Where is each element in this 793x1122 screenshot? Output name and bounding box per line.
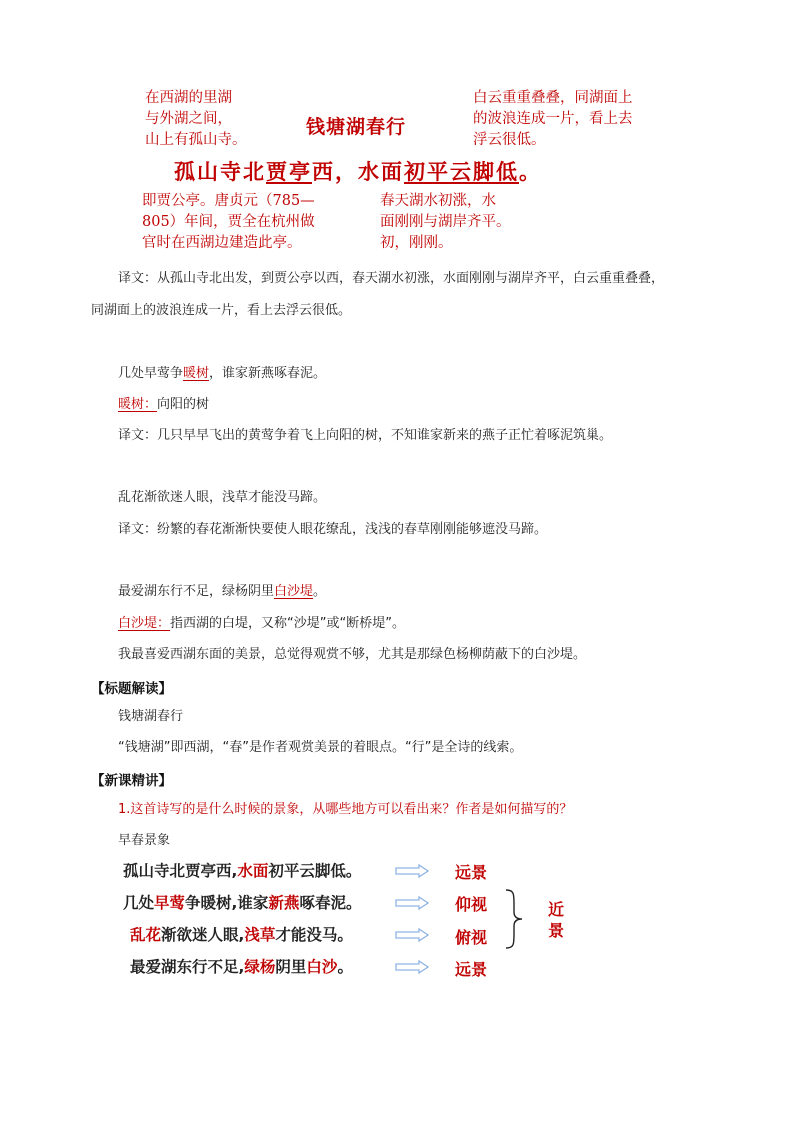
note-clouds: 白云重重叠叠，同湖面上 的波浪连成一片，看上去 浮云很低。 <box>473 90 633 148</box>
row2-r1: 早莺 <box>154 894 186 912</box>
poem-line-2 <box>118 364 326 384</box>
translation-1-line-a: 译文：从孤山寺北出发，到贾公亭以西，春天湖水初涨，水面刚刚与湖岸齐平，白云重重叠叠， <box>118 271 665 286</box>
title-interpretation-line-2: “钱塘湖”即西湖，“春”是作者观赏美景的着眼点。“行”是全诗的线索。 <box>118 740 523 755</box>
poem-line-4 <box>118 582 326 602</box>
verse-seg-chuping: 初平 <box>404 160 450 184</box>
row2-p2: 争暖树,谁家 <box>185 894 269 912</box>
line2-nuanshu: 暖树 <box>183 366 210 381</box>
row4-p1: 最爱湖东行不足, <box>130 958 245 976</box>
analysis-row-1 <box>123 859 361 881</box>
verse-seg-jiating: 贾亭 <box>266 160 312 184</box>
translation-1-line-b: 同湖面上的波浪连成一片，看上去浮云很低。 <box>91 303 352 318</box>
label-close-view-2: 景 <box>548 921 565 940</box>
line2-seg-c: ，谁家新燕啄春泥。 <box>209 366 327 381</box>
verse-seg-3: 西， <box>312 160 358 184</box>
row1-p1: 孤山寺北贾亭西, <box>123 862 238 880</box>
arrow-right-icon <box>395 960 429 974</box>
gloss4-term: 白沙堤： <box>118 616 171 631</box>
analysis-row-2 <box>123 891 361 913</box>
verse-first-line <box>174 156 542 186</box>
gloss-nuanshu <box>118 395 209 415</box>
analysis-row-3 <box>130 923 353 945</box>
row4-p2: 阴里 <box>275 958 307 976</box>
section-title-interpretation: 【标题解读】 <box>91 681 172 697</box>
analysis-row-4 <box>130 955 353 977</box>
section-title-lesson: 【新课精讲】 <box>91 773 172 789</box>
arrow-right-icon <box>395 864 429 878</box>
row2-r2: 新燕 <box>268 894 300 912</box>
label-row-2: 仰视 <box>455 895 488 914</box>
row3-r2: 浅草 <box>244 926 276 944</box>
row4-r2: 白沙 <box>306 958 338 976</box>
gloss-baishadi <box>118 614 405 634</box>
poem-line-3: 乱花渐欲迷人眼，浅草才能没马蹄。 <box>118 490 327 505</box>
poem-title: 钱塘湖春行 <box>306 116 407 138</box>
question-1: 1.这首诗写的是什么时候的景象，从哪些地方可以看出来？作者是如何描写的？ <box>118 802 573 817</box>
answer-early-spring: 早春景象 <box>118 833 171 848</box>
verse-seg-shuimian: 水面 <box>358 160 404 184</box>
title-interpretation-line-1: 钱塘湖春行 <box>118 709 184 724</box>
verse-seg-yunjiaodi: 云脚低 <box>450 160 519 184</box>
line4-seg-a: 最爱湖东行不足，绿杨阴里 <box>118 584 275 599</box>
verse-seg-7: 。 <box>519 160 542 184</box>
arrow-right-icon <box>395 928 429 942</box>
label-row-4: 远景 <box>455 960 488 979</box>
label-row-3: 俯视 <box>455 928 488 947</box>
line4-seg-c: 。 <box>313 584 327 599</box>
line4-baishadi: 白沙堤 <box>274 584 314 599</box>
row3-p2: 渐欲迷人眼, <box>161 926 245 944</box>
row3-p3: 才能没马。 <box>275 926 353 944</box>
translation-2: 译文：几只早早飞出的黄莺争着飞上向阳的树，不知谁家新来的燕子正忙着啄泥筑巢。 <box>118 428 613 443</box>
translation-4: 我最喜爱西湖东面的美景，总觉得观赏不够，尤其是那绿色杨柳荫蔽下的白沙堤。 <box>118 647 587 662</box>
row1-p2: 初平云脚低。 <box>268 862 362 880</box>
translation-3: 译文：纷繁的春花渐渐快要使人眼花缭乱，浅浅的春草刚刚能够遮没马蹄。 <box>118 522 548 537</box>
label-row-1: 远景 <box>455 863 488 882</box>
gloss4-def: 指西湖的白堤，又称“沙堤”或“断桥堤”。 <box>170 616 405 631</box>
note-gushan-temple: 在西湖的里湖 与外湖之间， 山上有孤山寺。 <box>145 90 247 148</box>
row4-r1: 绿杨 <box>244 958 276 976</box>
arrow-right-icon <box>395 896 429 910</box>
line2-seg-a: 几处早莺争 <box>118 366 184 381</box>
gloss2-term: 暖树： <box>118 397 158 412</box>
label-close-view-1: 近 <box>548 900 565 919</box>
row2-p1: 几处 <box>123 894 155 912</box>
row3-r1: 乱花 <box>130 926 162 944</box>
brace-icon <box>503 888 525 950</box>
gloss2-def: 向阳的树 <box>157 397 210 412</box>
row1-r1: 水面 <box>237 862 269 880</box>
verse-seg-1: 孤山寺北 <box>174 160 266 184</box>
row4-p3: 。 <box>337 958 353 976</box>
row2-p3: 啄春泥。 <box>299 894 362 912</box>
note-chuping: 春天湖水初涨，水 面刚刚与湖岸齐平。 初，刚刚。 <box>380 193 511 251</box>
note-jia-pavilion: 即贾公亭。唐贞元（785— 805）年间，贾全在杭州做 官时在西湖边建造此亭。 <box>142 193 315 251</box>
